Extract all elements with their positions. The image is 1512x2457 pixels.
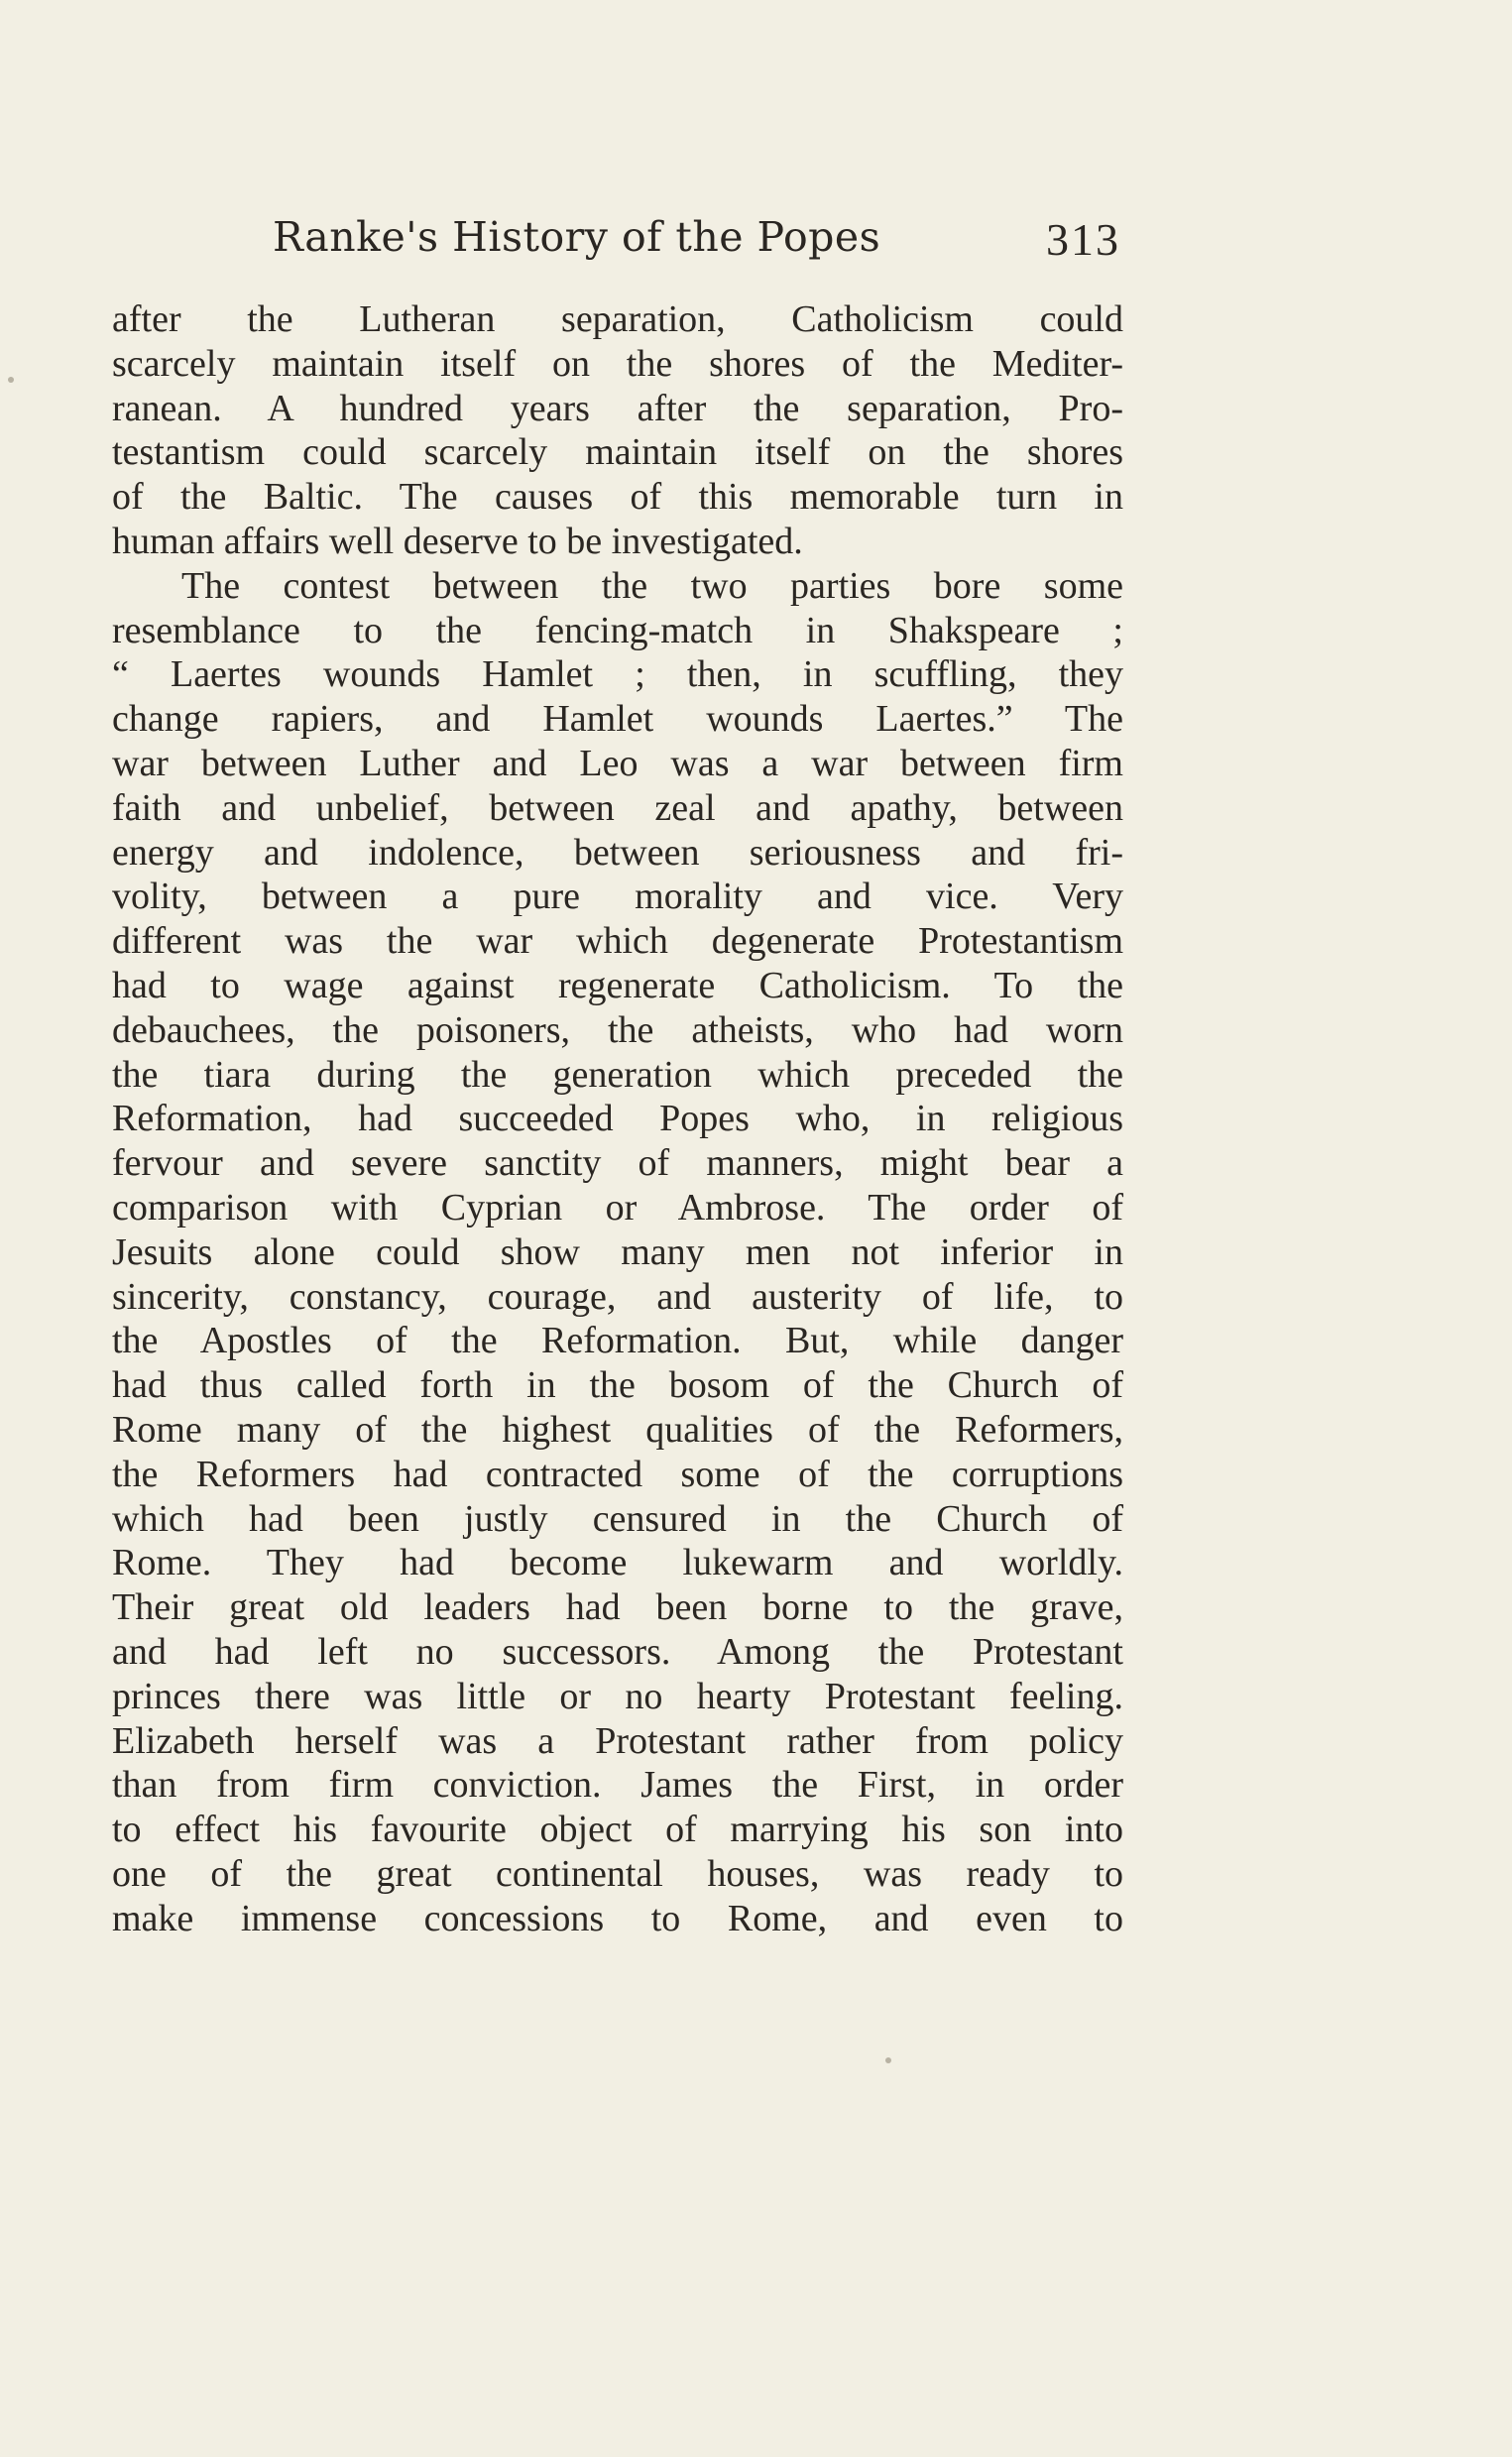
- text-line: human affairs well deserve to be investigated.: [112, 520, 803, 562]
- text-line: princes there was little or no hearty Protestant feeling.: [112, 1675, 1123, 1717]
- text-line: scarcely maintain itself on the shores of the Mediter-: [112, 342, 1123, 385]
- text-line: the Apostles of the Reformation. But, while danger: [112, 1320, 1123, 1362]
- text-line: had to wage against regenerate Catholicism. To the: [112, 964, 1123, 1006]
- text-line: energy and indolence, between seriousness and fri-: [112, 831, 1123, 874]
- text-line: change rapiers, and Hamlet wounds Laertes.” The: [112, 698, 1123, 741]
- text-line: and had left no successors. Among the Protestant: [112, 1630, 1123, 1673]
- text-line: debauchees, the poisoners, the atheists, who had worn: [112, 1008, 1123, 1051]
- text-line: resemblance to the fencing-match in Shakspeare ;: [112, 609, 1123, 651]
- text-line: of the Baltic. The causes of this memorable turn in: [112, 476, 1123, 519]
- text-line: sincerity, constancy, courage, and austerity of life, to: [112, 1275, 1123, 1318]
- text-line: after the Lutheran separation, Catholicism could: [112, 298, 1123, 340]
- text-line: different was the war which degenerate Protestantism: [112, 920, 1123, 963]
- text-line: the Reformers had contracted some of the corruptions: [112, 1453, 1123, 1495]
- text-line: than from firm conviction. James the First, in order: [112, 1764, 1123, 1807]
- text-line: testantism could scarcely maintain itself on the shores: [112, 431, 1123, 474]
- text-line: Jesuits alone could show many men not inferior in: [112, 1230, 1123, 1273]
- text-line: faith and unbelief, between zeal and apathy, between: [112, 786, 1123, 829]
- text-line: war between Luther and Leo was a war between firm: [112, 742, 1123, 784]
- text-line: Reformation, had succeeded Popes who, in religious: [112, 1098, 1123, 1140]
- page-number: 313: [1046, 214, 1120, 265]
- text-line: The contest between the two parties bore some: [181, 564, 1123, 607]
- text-line: had thus called forth in the bosom of the Church of: [112, 1364, 1123, 1407]
- text-line: make immense concessions to Rome, and even to: [112, 1897, 1123, 1939]
- text-line: the tiara during the generation which preceded the: [112, 1053, 1123, 1096]
- text-line: which had been justly censured in the Church of: [112, 1497, 1123, 1540]
- text-line: Elizabeth herself was a Protestant rather from policy: [112, 1719, 1123, 1762]
- body-text: [112, 297, 1123, 1940]
- text-line: volity, between a pure morality and vice. Very: [112, 876, 1123, 918]
- text-line: “ Laertes wounds Hamlet ; then, in scuffling, they: [112, 653, 1123, 696]
- text-line: one of the great continental houses, was ready to: [112, 1852, 1123, 1895]
- page-header: [273, 213, 1120, 283]
- text-line: ranean. A hundred years after the separation, Pro-: [112, 387, 1123, 429]
- text-line: Rome. They had become lukewarm and worldly.: [112, 1542, 1123, 1584]
- paper-speck: [885, 2057, 891, 2063]
- text-line: comparison with Cyprian or Ambrose. The order of: [112, 1186, 1123, 1228]
- text-line: to effect his favourite object of marrying his son into: [112, 1809, 1123, 1851]
- running-title: Ranke's History of the Popes: [273, 213, 881, 261]
- paper-speck: [8, 377, 14, 383]
- text-line: Their great old leaders had been borne to the grave,: [112, 1586, 1123, 1629]
- text-line: fervour and severe sanctity of manners, might bear a: [112, 1142, 1123, 1185]
- text-line: Rome many of the highest qualities of the Reformers,: [112, 1408, 1123, 1451]
